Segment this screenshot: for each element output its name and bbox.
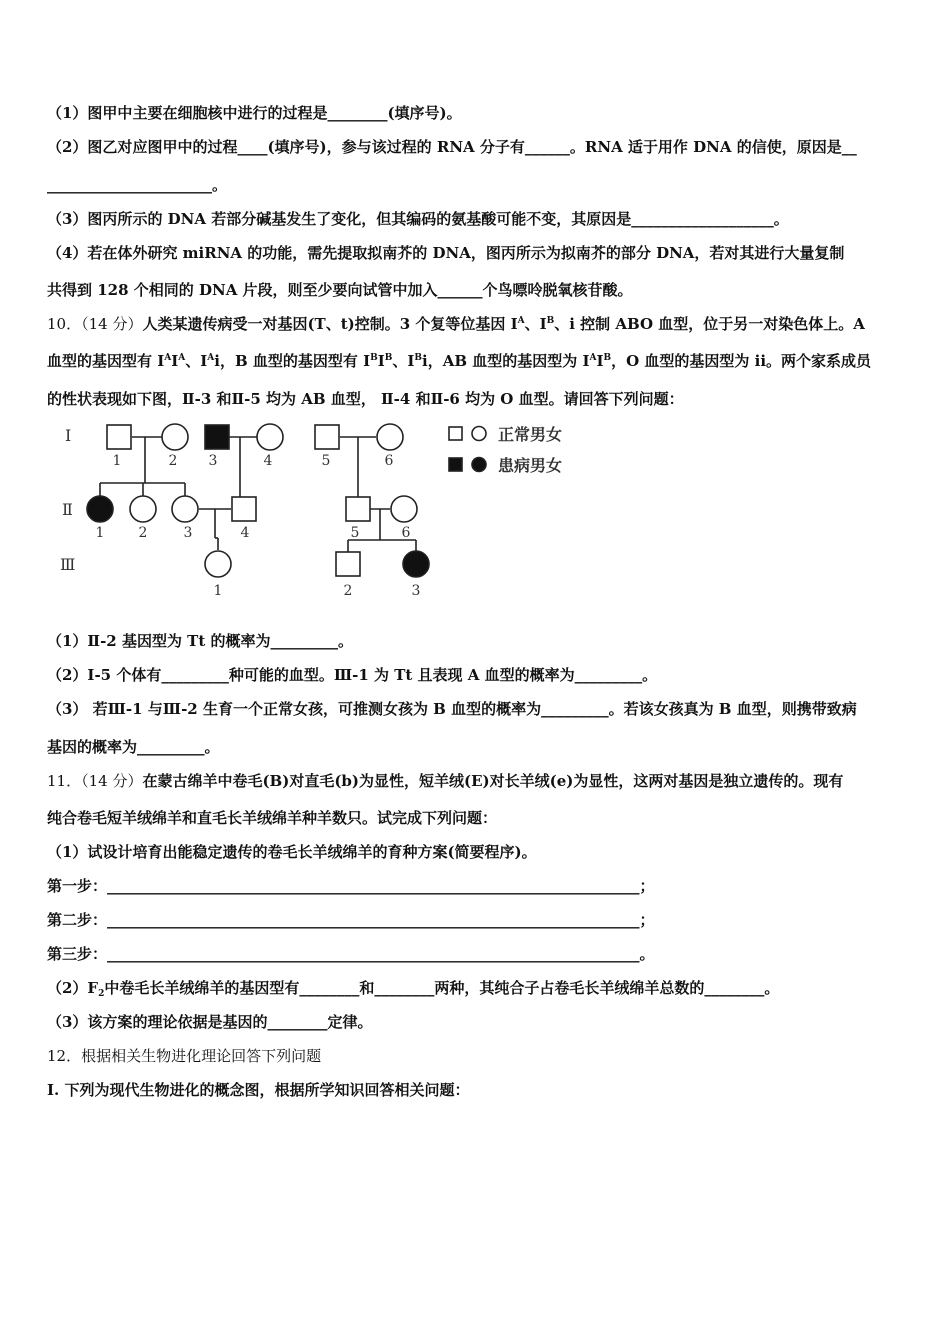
q10-text: 人类某遗传病受一对基因(T、t)控制。3 个复等位基因 I: [142, 315, 518, 333]
allele-sup: A: [517, 316, 525, 326]
q11-text: 中卷毛长羊绒绵羊的基因型有________和________两种，其纯合子占卷毛长羊绒绵羊总数的________。: [104, 979, 780, 997]
q9-part4-line2: 共得到 128 个相同的 DNA 片段，则至少要向试管中加入______个鸟嘌呤脱氧核苷酸。: [47, 281, 633, 299]
q11-text: 在蒙古绵羊中卷毛(B)对直毛(b)为显性，短羊绒(E)对长羊绒(e)为显性，这两对基因是独立遗传的。现有: [142, 772, 844, 790]
pedigree-I-2-normal-female: [162, 424, 188, 450]
individual-number: 2: [343, 583, 353, 599]
pedigree-II-2-normal-female: [130, 496, 156, 522]
q11-step3: 第三步：_______________________________________________________________________。: [47, 945, 655, 963]
q12-text: . 下列为现代生物进化的概念图，根据所学知识回答相关问题：: [54, 1081, 470, 1099]
q11-sub2: [47, 978, 779, 998]
pedigree-II-5-normal-male: [346, 497, 370, 521]
individual-number: 4: [240, 525, 250, 541]
allele-sup: B: [603, 353, 612, 363]
allele-sup: A: [207, 353, 215, 363]
pedigree-chart: [50, 415, 610, 605]
q9-part2-line2: ______________________。: [47, 176, 228, 194]
q9-part2-line1: （2）图乙对应图甲中的过程____(填序号)，参与该过程的 RNA 分子有______。RNA 适于用作 DNA 的信使，原因是__: [47, 138, 857, 156]
individual-number: 5: [321, 453, 331, 469]
generation-label: Ⅱ: [62, 500, 73, 519]
pedigree-II-4-normal-male: [232, 497, 256, 521]
allele-sup: A: [589, 353, 597, 363]
q9-part1: （1）图甲中主要在细胞核中进行的过程是________(填序号)。: [47, 104, 462, 122]
individual-number: 4: [263, 453, 273, 469]
q10-text: ，O 血型的基因型为 ii。两个家系成员: [611, 352, 872, 370]
legend-female-normal-icon: [472, 427, 486, 441]
legend-normal-label: 正常男女: [498, 425, 563, 444]
q11-sub1: （1）试设计培育出能稳定遗传的卷毛长羊绒绵羊的育种方案(简要程序)。: [47, 843, 537, 861]
q11-step2: 第二步：_______________________________________________________________________；: [47, 911, 655, 929]
individual-number: 3: [183, 525, 193, 541]
q11-points: （14 分）: [81, 772, 143, 790]
legend-female-affected-icon: [472, 458, 486, 472]
q11-text: （2）F: [47, 979, 99, 997]
pedigree-III-2-normal-male: [336, 552, 360, 576]
q11-step1: 第一步：_______________________________________________________________________；: [47, 877, 655, 895]
pedigree-I-1-normal-male: [107, 425, 131, 449]
q9-part3: （3）图丙所示的 DNA 若部分碱基发生了变化，但其编码的氨基酸可能不变，其原因是___________________。: [47, 210, 789, 228]
pedigree-III-3-affected-female: [403, 551, 429, 577]
pedigree-II-3-normal-female: [172, 496, 198, 522]
q11-sub3: （3）该方案的理论依据是基因的________定律。: [47, 1013, 373, 1031]
individual-number: 2: [168, 453, 178, 469]
q10-text: 、I: [392, 352, 415, 370]
allele-sup: A: [178, 353, 186, 363]
individual-number: 1: [112, 453, 122, 469]
q10-line2: 血型的基因型有 $I^AI^A$、$I^Ai$，B 血型的基因型有 $I^BI^B$、$I^Bi$，AB 血型的基因型为 $I^AI^B$，O 血型的基因型为 ii。两个家系成员: [47, 352, 872, 370]
q10-text: 、I: [185, 352, 208, 370]
allele-sup: B: [414, 353, 422, 363]
individual-number: 3: [208, 453, 218, 469]
legend-male-affected-icon: [449, 458, 462, 471]
q10-text: 血型的基因型有 I: [47, 352, 165, 370]
q9-part4-line1: （4）若在体外研究 miRNA 的功能，需先提取拟南芥的 DNA，图丙所示为拟南芥的部分 DNA，若对其进行大量复制: [47, 244, 845, 262]
q10-sub3-line2: 基因的概率为_________。: [47, 738, 220, 756]
pedigree-I-3-affected-male: [205, 425, 229, 449]
individual-number: 6: [384, 453, 394, 469]
q10-line1: [47, 314, 865, 334]
allele-sup: B: [370, 353, 378, 363]
q12-part-I: [47, 1080, 469, 1100]
q10-number: 10．: [47, 315, 82, 333]
q10-sub1: （1）Ⅱ-2 基因型为 Tt 的概率为_________。: [47, 632, 353, 650]
allele-sup: B: [384, 353, 393, 363]
q11-line2: 纯合卷毛短羊绒绵羊和直毛长羊绒绵羊种羊数只。试完成下列问题：: [47, 809, 498, 827]
q10-points: （14 分）: [81, 315, 143, 333]
q10-text: i，AB 血型的基因型为 I: [422, 352, 590, 370]
pedigree-III-1-normal-female: [205, 551, 231, 577]
individual-number: 1: [213, 583, 223, 599]
q10-text: i，B 血型的基因型有 I: [214, 352, 371, 370]
individual-number: 3: [411, 583, 421, 599]
pedigree-II-6-normal-female: [391, 496, 417, 522]
q10-sub3-line1: （3） 若Ⅲ-1 与Ⅲ-2 生育一个正常女孩，可推测女孩为 B 血型的概率为_________。若该女孩真为 B 血型，则携带致病: [47, 700, 857, 718]
individual-number: 6: [401, 525, 411, 541]
q10-text: 、I: [524, 315, 547, 333]
q10-sub2: （2）Ⅰ-5 个体有_________种可能的血型。Ⅲ-1 为 Tt 且表现 A 血型的概率为_________。: [47, 666, 658, 684]
q10-text: 、i 控制 ABO 血型，位于另一对染色体上。A: [554, 315, 865, 333]
legend-affected-label: 患病男女: [498, 456, 563, 475]
q11-line1: [47, 771, 843, 791]
q10-line3: 的性状表现如下图，Ⅱ-3 和Ⅱ-5 均为 AB 血型， Ⅱ-4 和Ⅱ-6 均为 O 血型。请回答下列问题：: [47, 390, 684, 408]
q12-title: 12．根据相关生物进化理论回答下列问题: [47, 1047, 322, 1065]
pedigree-I-4-normal-female: [257, 424, 283, 450]
individual-number: 5: [350, 525, 360, 541]
allele-sup: A: [164, 353, 172, 363]
pedigree-II-1-affected-female: [87, 496, 113, 522]
pedigree-I-6-normal-female: [377, 424, 403, 450]
individual-number: 1: [95, 525, 105, 541]
q11-number: 11．: [47, 772, 82, 790]
part-label: I: [47, 1081, 55, 1099]
legend-male-normal-icon: [449, 427, 462, 440]
pedigree-I-5-normal-male: [315, 425, 339, 449]
generation-label: Ⅲ: [60, 555, 76, 574]
allele-sup: B: [546, 316, 555, 326]
subscript: 2: [98, 989, 105, 999]
individual-number: 2: [138, 525, 148, 541]
generation-label: Ⅰ: [65, 426, 72, 445]
